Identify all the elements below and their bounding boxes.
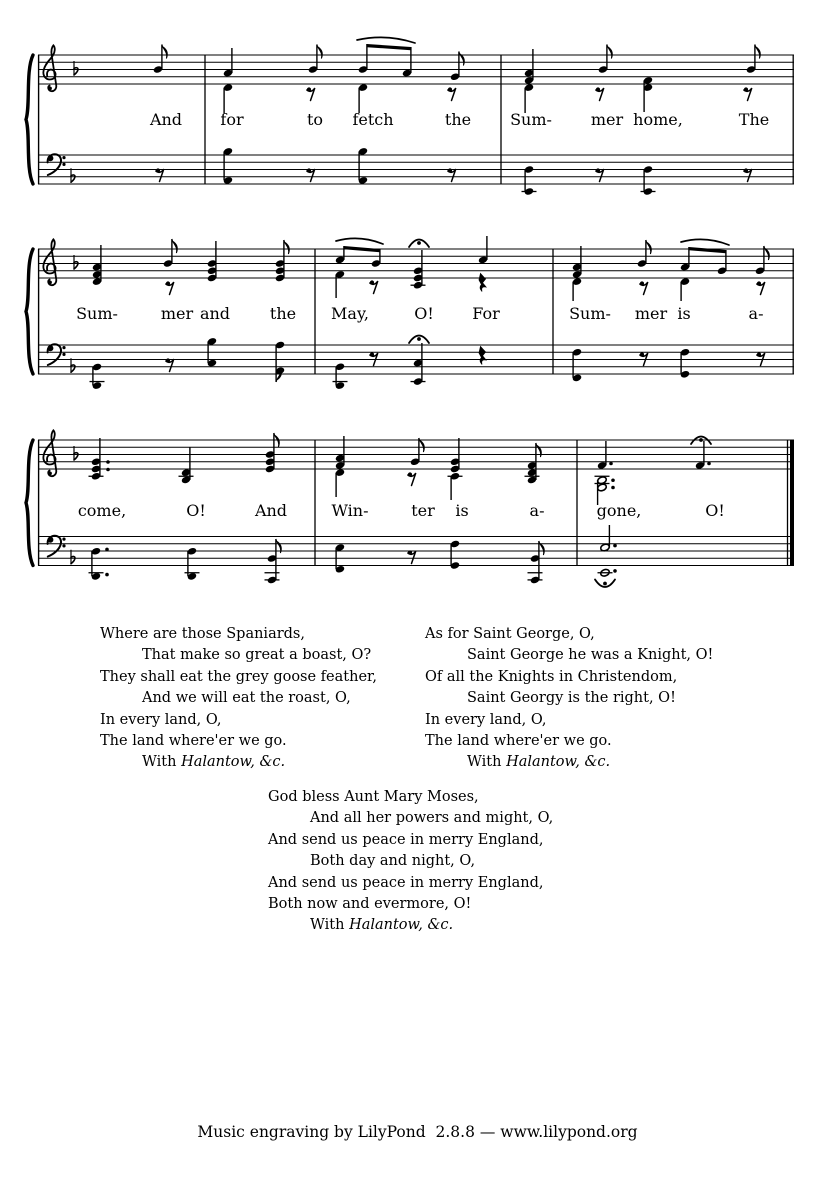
lyric-syllable: O! (414, 304, 434, 323)
verse-line: And send us peace in merry England, (268, 831, 544, 848)
lyric-syllable: is (455, 501, 469, 520)
verse-line: They shall eat the grey goose feather, (100, 668, 377, 685)
verse-line: As for Saint George, O, (425, 626, 595, 642)
refrain-prefix: With (310, 917, 350, 934)
lyric-syllable: is (677, 304, 691, 323)
lyric-syllable: for (220, 110, 244, 129)
verse-line: That make so great a boast, O? (142, 647, 372, 664)
verse-line: And we will eat the roast, O, (142, 690, 351, 707)
verse-line: Saint George he was a Knight, O! (467, 647, 714, 664)
lyric-syllable: And (254, 501, 288, 520)
verse-line: And send us peace in merry England, (268, 874, 544, 891)
lyric-syllable: Win- (331, 501, 369, 520)
verse-left (100, 624, 377, 774)
lyric-syllable: Sum- (569, 304, 611, 323)
verse-line: Both now and evermore, O! (268, 896, 472, 913)
lyric-syllable: the (444, 110, 472, 129)
refrain-italic: Halantow, &c. (506, 754, 611, 771)
lyric-syllable: fetch (352, 110, 394, 129)
lyric-syllable: and (199, 304, 231, 323)
lyric-syllable: come, (77, 501, 127, 520)
lyric-syllable: ter (411, 501, 435, 520)
verse-center (268, 787, 553, 937)
verse-refrain (425, 752, 713, 773)
lyric-syllable: to (306, 110, 324, 129)
verse-line: Where are those Spaniards, (100, 626, 305, 642)
lyric-syllable: Sum- (510, 110, 552, 129)
refrain-italic: Halantow, &c. (181, 754, 286, 771)
verse-refrain (268, 915, 553, 936)
lyric-syllable: gone, (596, 501, 642, 520)
verse-right (425, 624, 713, 774)
verse-line: God bless Aunt Mary Moses, (268, 789, 479, 805)
lyric-syllable: The (738, 110, 770, 129)
lyric-syllable: May, (331, 304, 369, 323)
verse-line: In every land, O, (425, 711, 547, 728)
lyric-syllable: the (269, 304, 297, 323)
lilypond-tagline: Music engraving by LilyPond 2.8.8 — www.lilypond.org (197, 1123, 638, 1141)
lyric-syllable: home, (633, 110, 683, 129)
verse-line: And all her powers and might, O, (310, 810, 554, 827)
lyric-syllable: mer (590, 110, 624, 129)
lyric-syllable: Sum- (76, 304, 118, 323)
verse-line: Saint Georgy is the right, O! (467, 690, 676, 707)
verse-line: The land where'er we go. (100, 733, 287, 750)
lyric-syllable: O! (705, 501, 725, 520)
lyric-syllable: a- (748, 304, 764, 323)
refrain-prefix: With (142, 754, 182, 771)
verse-line: In every land, O, (100, 711, 222, 728)
lyric-syllable: For (472, 304, 500, 323)
lyric-syllable: O! (186, 501, 206, 520)
lyric-syllable: mer (634, 304, 668, 323)
verse-line: Both day and night, O, (310, 853, 476, 870)
verse-line: Of all the Knights in Christendom, (425, 668, 678, 685)
refrain-italic: Halantow, &c. (349, 917, 454, 934)
lyric-syllable: a- (529, 501, 545, 520)
verse-refrain (100, 752, 377, 773)
lyric-syllable: mer (160, 304, 194, 323)
refrain-prefix: With (467, 754, 507, 771)
verse-line: The land where'er we go. (425, 733, 612, 750)
lyric-syllable: And (149, 110, 183, 129)
